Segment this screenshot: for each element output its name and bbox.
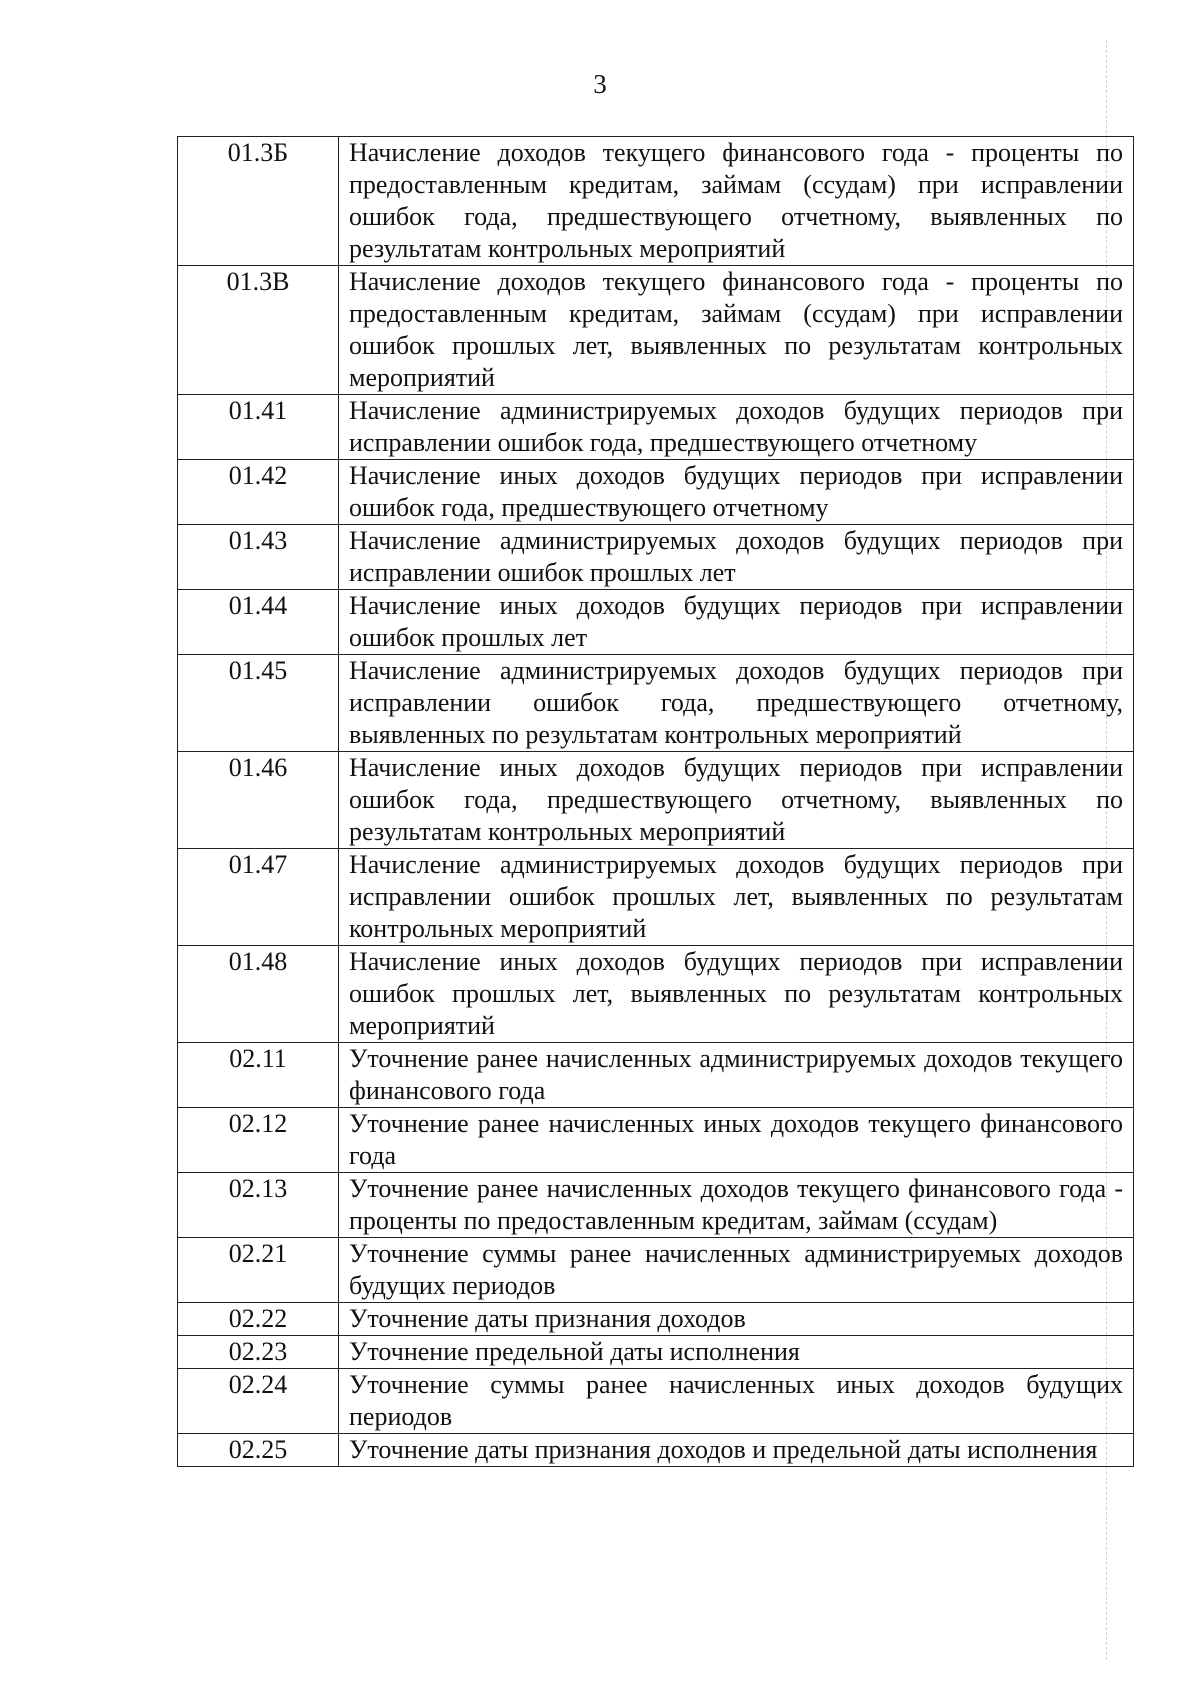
row-description: Начисление иных доходов будущих периодов при исправлении ошибок прошлых лет, выявленных по результатам контрольных мероприятий <box>339 946 1134 1043</box>
table-row <box>178 849 1134 946</box>
row-code: 02.24 <box>178 1369 339 1434</box>
table-row <box>178 946 1134 1043</box>
row-description: Начисление администрируемых доходов будущих периодов при исправлении ошибок прошлых лет, выявленных по результатам контрольных мероприятий <box>339 849 1134 946</box>
row-description: Начисление администрируемых доходов будущих периодов при исправлении ошибок прошлых лет <box>339 525 1134 590</box>
row-description: Начисление доходов текущего финансового года - проценты по предоставленным кредитам, займам (ссудам) при исправлении ошибок года, предшествующего отчетному, выявленных по результатам контрольных мероприятий <box>339 137 1134 266</box>
table-row <box>178 1043 1134 1108</box>
row-code: 02.21 <box>178 1238 339 1303</box>
row-code: 01.41 <box>178 395 339 460</box>
row-description: Уточнение предельной даты исполнения <box>339 1336 1134 1369</box>
row-code: 02.13 <box>178 1173 339 1238</box>
row-description: Уточнение ранее начисленных доходов текущего финансового года - проценты по предоставленным кредитам, займам (ссудам) <box>339 1173 1134 1238</box>
row-code: 01.42 <box>178 460 339 525</box>
row-code: 01.46 <box>178 752 339 849</box>
page-number: 3 <box>593 69 607 99</box>
table-row <box>178 266 1134 395</box>
row-description: Начисление иных доходов будущих периодов при исправлении ошибок года, предшествующего отчетному <box>339 460 1134 525</box>
table-row <box>178 752 1134 849</box>
table-row <box>178 1303 1134 1336</box>
table-row <box>178 525 1134 590</box>
row-description: Начисление администрируемых доходов будущих периодов при исправлении ошибок года, предшествующего отчетному <box>339 395 1134 460</box>
row-description: Уточнение ранее начисленных иных доходов текущего финансового года <box>339 1108 1134 1173</box>
row-code: 01.3В <box>178 266 339 395</box>
row-description: Уточнение суммы ранее начисленных иных доходов будущих периодов <box>339 1369 1134 1434</box>
table-row <box>178 1434 1134 1467</box>
row-description: Начисление доходов текущего финансового года - проценты по предоставленным кредитам, займам (ссудам) при исправлении ошибок прошлых лет, выявленных по результатам контрольных мероприятий <box>339 266 1134 395</box>
row-description: Начисление иных доходов будущих периодов при исправлении ошибок года, предшествующего отчетному, выявленных по результатам контрольных мероприятий <box>339 752 1134 849</box>
row-code: 02.11 <box>178 1043 339 1108</box>
table-row <box>178 655 1134 752</box>
table-row <box>178 1369 1134 1434</box>
row-code: 01.43 <box>178 525 339 590</box>
row-code: 01.3Б <box>178 137 339 266</box>
row-description: Уточнение даты признания доходов и предельной даты исполнения <box>339 1434 1134 1467</box>
table-row <box>178 1108 1134 1173</box>
row-code: 02.25 <box>178 1434 339 1467</box>
table-row <box>178 1336 1134 1369</box>
row-code: 01.48 <box>178 946 339 1043</box>
table-row <box>178 460 1134 525</box>
row-description: Начисление администрируемых доходов будущих периодов при исправлении ошибок года, предшествующего отчетному, выявленных по результатам контрольных мероприятий <box>339 655 1134 752</box>
table-row <box>178 137 1134 266</box>
row-code: 02.12 <box>178 1108 339 1173</box>
row-description: Уточнение даты признания доходов <box>339 1303 1134 1336</box>
row-description: Уточнение ранее начисленных администрируемых доходов текущего финансового года <box>339 1043 1134 1108</box>
table-row <box>178 590 1134 655</box>
row-code: 01.45 <box>178 655 339 752</box>
row-description: Уточнение суммы ранее начисленных администрируемых доходов будущих периодов <box>339 1238 1134 1303</box>
row-code: 01.47 <box>178 849 339 946</box>
codes-table <box>177 136 1134 1467</box>
row-code: 02.22 <box>178 1303 339 1336</box>
table-row <box>178 1173 1134 1238</box>
table-row <box>178 395 1134 460</box>
row-code: 02.23 <box>178 1336 339 1369</box>
row-description: Начисление иных доходов будущих периодов при исправлении ошибок прошлых лет <box>339 590 1134 655</box>
row-code: 01.44 <box>178 590 339 655</box>
table-row <box>178 1238 1134 1303</box>
